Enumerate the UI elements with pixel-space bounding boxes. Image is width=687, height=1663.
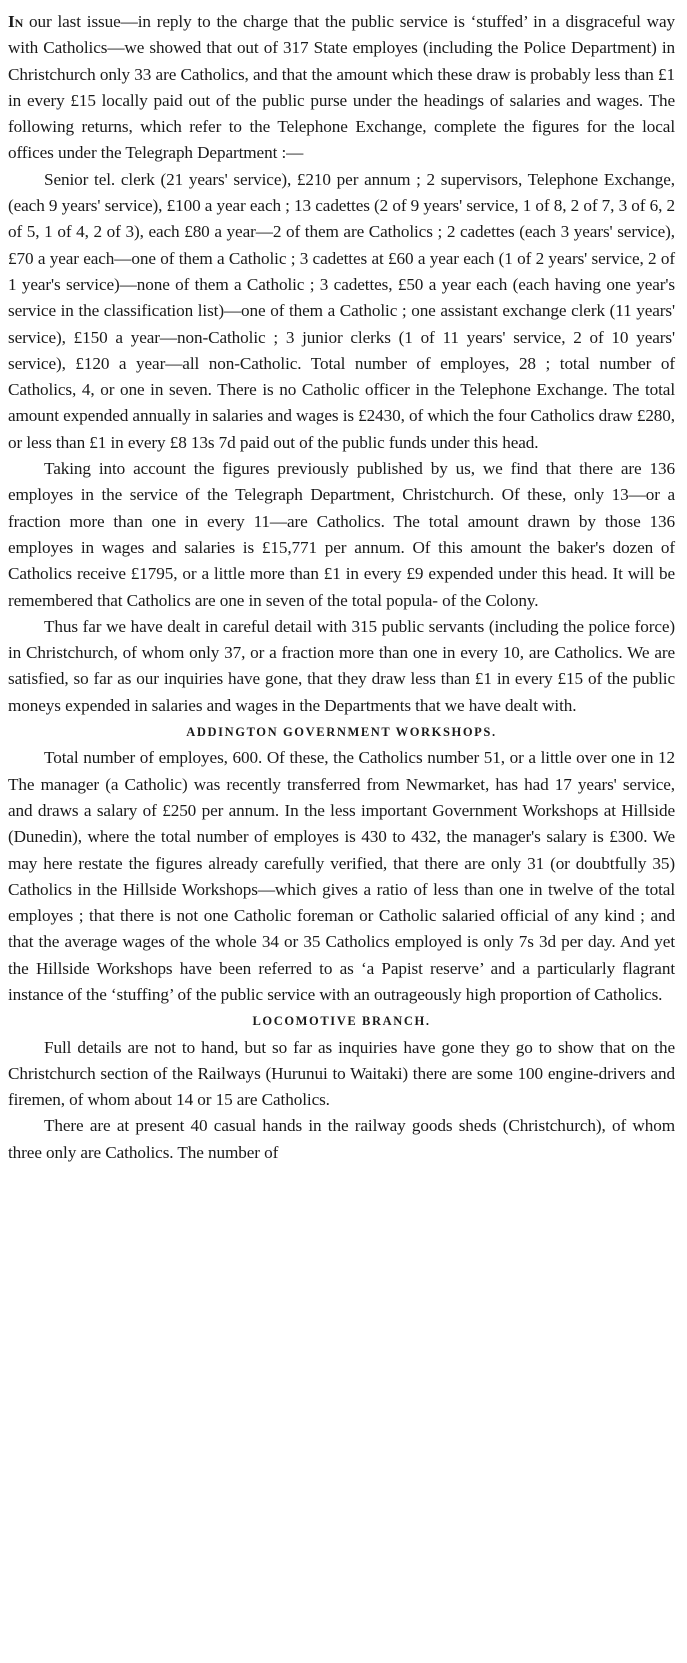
section-heading-locomotive: LOCOMOTIVE BRANCH. [252,1014,431,1029]
telephone-exchange-paragraph: Senior tel. clerk (21 years' service), £210 per annum ; 2 supervisors, Telephone Exchange, (each 9 years' service), £100 a year each ; 13 cadettes (2 of 9 years' service, 1 of 8, 2 of 7, 3 of 6, 2 of 5, 1 of 4, 2 of 3), each £80 a year—2 of them are Catholics ; 2 cadettes (each 3 years' service), £70 a year each—one of them a Catholic ; 3 cadettes at £60 a year each (1 of 2 years' service, 2 of 1 year's service)—none of them a Catholic ; 3 cadettes, £50 a year each (each having one year's service in the classification list)—one of them a Catholic ; one assistant exchange clerk (11 years' service), £150 a year—non-Catholic ; 3 junior clerks (1 of 11 years' service, 2 of 10 years' service), £120 a year—all non-Catholic. Total number of employes, 28 ; total number of Catholics, 4, or one in seven. There is no Catholic officer in the Telephone Exchange. The total amount expended annually in salaries and wages is £2430, of which the four Catholics draw £280, or less than £1 in every £8 13s 7d paid out of the public funds under this head. [8,169,675,452]
telegraph-department-paragraph: Taking into account the figures previously published by us, we find that there are 136 employes in the service of the Telegraph Department, Christchurch. Of these, only 13—or a fraction more than one in every 11—are Catholics. The total amount drawn by those 136 employes in wages and salaries is £15,771 per annum. Of this amount the baker's dozen of Catholics receive £1795, or a little more than £1 in every £9 expended under this head. It will be remembered that Catholics are one in seven of the total popula- of the Colony. [8,459,675,610]
addington-workshops-paragraph: Total number of employes, 600. Of these, the Catholics number 51, or a little over one in 12 The manager (a Catholic) was recently transferred from Newmarket, has had 17 years' service, and draws a salary of £250 per annum. In the less important Government Workshops at Hillside (Dunedin), where the total number of employes is 430 to 432, the manager's salary is £300. We may here restate the figures already carefully verified, that there are only 31 (or doubtfully 35) Catholics in the Hillside Workshops—which gives a ratio of less than one in twelve of the total employes ; that there is not one Catholic foreman or Catholic salaried official of any kind ; and that the average wages of the whole 34 or 35 Catholics employed is only 7s 3d per day. And yet the Hillside Workshops have been referred to as ‘a Papist reserve’ and a particularly flagrant instance of the ‘stuffing’ of the public service with an outrageously high proportion of Catholics. [8,748,675,1004]
goods-sheds-paragraph: There are at present 40 casual hands in the railway goods sheds (Christchurch), of whom three only are Catholics. The number of [8,1116,675,1162]
public-servants-summary-paragraph: Thus far we have dealt in careful detail with 315 public servants (including the police force) in Christchurch, of whom only 37, or a fraction more than one in every 10, are Catholics. We are satisfied, so far as our inquiries have gone, that they draw less than £1 in every £15 of the public moneys expended in salaries and wages in the Departments that we have dealt with. [8,616,675,715]
article-column [8,9,675,1166]
intro-text: our last issue—in reply to the charge that the public service is ‘stuffed’ in a disgraceful way with Catholics—we showed that out of 317 State employes (including the Police Department) in Christchurch only 33 are Catholics, and that the amount which these draw is probably less than £1 in every £15 locally paid out of the public purse under the headings of salaries and wages. The following returns, which refer to the Telephone Exchange, complete the figures for the local offices under the Telegraph Department :— [8,12,675,163]
locomotive-branch-paragraph: Full details are not to hand, but so far as inquiries have gone they go to show that on the Christchurch section of the Railways (Hurunui to Waitaki) there are some 100 engine-drivers and firemen, of whom about 14 or 15 are Catholics. [8,1037,675,1110]
lead-word: In [8,12,24,31]
intro-paragraph [8,9,675,167]
section-heading-addington: ADDINGTON GOVERNMENT WORKSHOPS. [186,725,497,740]
